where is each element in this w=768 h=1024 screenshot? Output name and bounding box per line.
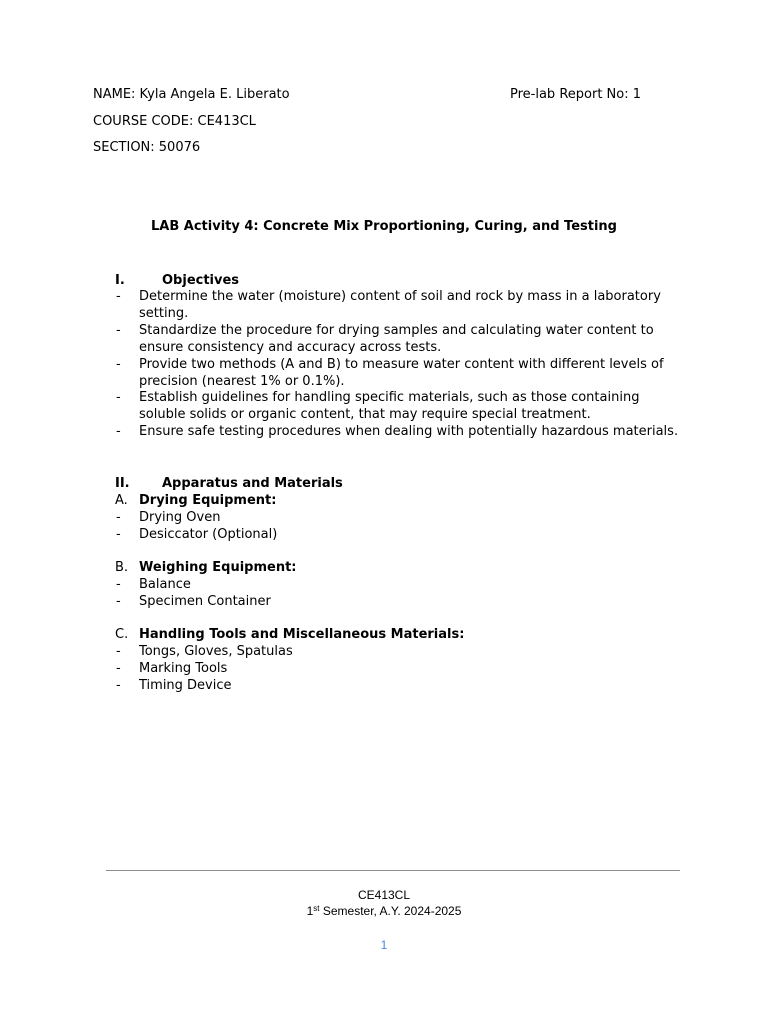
section-2-title: Apparatus and Materials xyxy=(162,476,343,491)
bullet-dash: - xyxy=(116,289,121,304)
objective-3-line-2: precision (nearest 1% or 0.1%). xyxy=(139,374,345,389)
objective-3-line-1: Provide two methods (A and B) to measure water content with different levels of xyxy=(139,357,664,372)
objective-2-line-1: Standardize the procedure for drying samples and calculating water content to xyxy=(139,323,654,338)
page-number: 1 xyxy=(380,938,388,952)
lab-activity-title: LAB Activity 4: Concrete Mix Proportioning, Curing, and Testing xyxy=(151,219,617,234)
bullet-dash: - xyxy=(116,577,121,592)
footer-semester xyxy=(0,903,768,919)
group-c-letter: C. xyxy=(115,627,129,642)
footer-semester-suffix: st xyxy=(313,904,320,913)
group-a-letter: A. xyxy=(115,493,128,508)
objective-4-line-2: soluble solids or organic content, that may require special treatment. xyxy=(139,407,591,422)
bullet-dash: - xyxy=(116,510,121,525)
objective-2-line-2: ensure consistency and accuracy across tests. xyxy=(139,340,442,355)
objective-1-line-2: setting. xyxy=(139,306,189,321)
group-c-item-2: Marking Tools xyxy=(139,661,228,676)
group-c-title: Handling Tools and Miscellaneous Materials: xyxy=(139,627,465,642)
group-b-letter: B. xyxy=(115,560,129,575)
group-b-item-2: Specimen Container xyxy=(139,594,271,609)
footer-semester-text: Semester, A.Y. 2024-2025 xyxy=(319,904,462,918)
section-number: SECTION: 50076 xyxy=(93,140,201,155)
bullet-dash: - xyxy=(116,644,121,659)
bullet-dash: - xyxy=(116,661,121,676)
bullet-dash: - xyxy=(116,357,121,372)
group-a-item-1: Drying Oven xyxy=(139,510,221,525)
section-1-title: Objectives xyxy=(162,273,240,288)
group-c-item-1: Tongs, Gloves, Spatulas xyxy=(139,644,293,659)
bullet-dash: - xyxy=(116,527,121,542)
course-code: COURSE CODE: CE413CL xyxy=(93,114,256,129)
group-b-title: Weighing Equipment: xyxy=(139,560,297,575)
group-a-title: Drying Equipment: xyxy=(139,493,277,508)
objective-1-line-1: Determine the water (moisture) content of soil and rock by mass in a laboratory xyxy=(139,289,661,304)
bullet-dash: - xyxy=(116,323,121,338)
objective-4-line-1: Establish guidelines for handling specific materials, such as those containing xyxy=(139,390,640,405)
footer-divider xyxy=(106,870,680,871)
bullet-dash: - xyxy=(116,594,121,609)
bullet-dash: - xyxy=(116,390,121,405)
footer-course: CE413CL xyxy=(357,888,411,902)
section-2-number: II. xyxy=(115,476,130,491)
prelab-report-number: Pre-lab Report No: 1 xyxy=(510,87,642,102)
group-c-item-3: Timing Device xyxy=(139,678,232,693)
group-a-item-2: Desiccator (Optional) xyxy=(139,527,278,542)
bullet-dash: - xyxy=(116,678,121,693)
objective-5-line-1: Ensure safe testing procedures when dealing with potentially hazardous materials. xyxy=(139,424,679,439)
student-name: NAME: Kyla Angela E. Liberato xyxy=(93,87,290,102)
footer-semester-number: 1 xyxy=(306,904,314,918)
group-b-item-1: Balance xyxy=(139,577,191,592)
section-1-number: I. xyxy=(115,273,125,288)
bullet-dash: - xyxy=(116,424,121,439)
